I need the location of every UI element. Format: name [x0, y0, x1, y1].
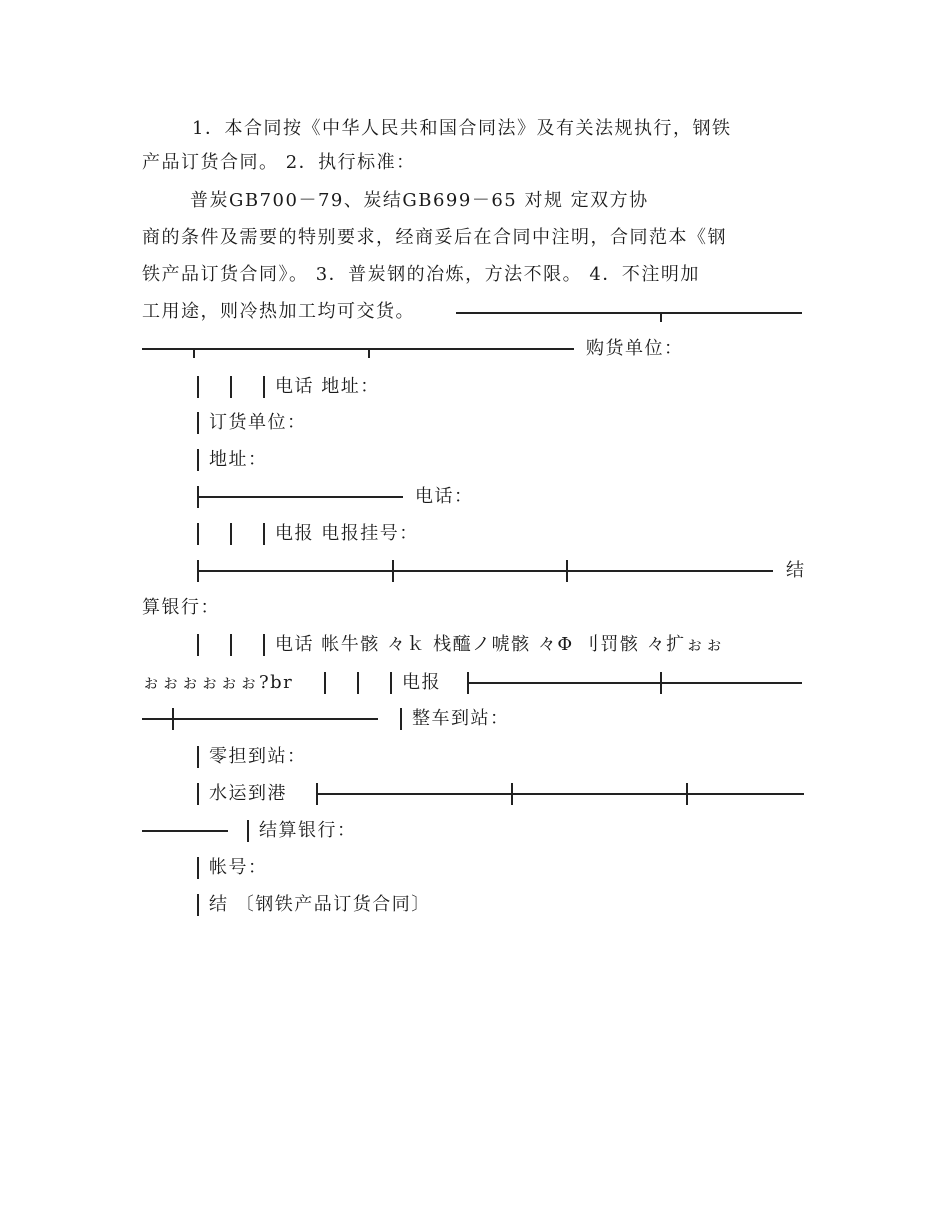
telegram-label: 电报	[402, 672, 441, 693]
table-bar	[197, 746, 199, 768]
phone-address-label: 电话 地址：	[275, 376, 380, 397]
table-tick	[368, 348, 370, 358]
clause-line-3: 普炭GB700－79、炭结GB699－65 对规 定双方协	[190, 190, 649, 211]
table-rule	[142, 830, 228, 832]
table-bar	[197, 412, 199, 434]
table-tick	[193, 348, 195, 358]
table-bar	[263, 523, 265, 545]
order-unit-label: 订货单位：	[209, 412, 307, 433]
table-rule	[467, 682, 802, 684]
table-bar	[197, 449, 199, 471]
clause-line-6: 工用途，则冷热加工均可交货。	[142, 301, 415, 322]
table-bar	[324, 672, 326, 694]
table-bar	[566, 560, 568, 582]
table-bar	[197, 857, 199, 879]
settle-label-part2: 算银行：	[142, 597, 220, 618]
table-rule	[197, 496, 403, 498]
garbled-text-1: 电话 帐牛骸 々ｋ 栈醯ノ唬骸 々Φ 刂罚骸 々扩ぉぉ	[275, 634, 725, 655]
table-bar	[230, 634, 232, 656]
settle-bank-label: 结算银行：	[259, 820, 357, 841]
table-bar	[197, 523, 199, 545]
table-bar	[686, 783, 688, 805]
table-rule	[142, 348, 574, 350]
telegram-hook-label: 电报 电报挂号：	[275, 523, 419, 544]
table-bar	[230, 376, 232, 398]
clause-line-4: 商的条件及需要的特别要求，经商妥后在合同中注明，合同范本《钢	[142, 227, 727, 248]
table-bar	[247, 820, 249, 842]
table-bar	[197, 634, 199, 656]
table-bar	[357, 672, 359, 694]
clause-line-5: 铁产品订货合同》。 3．普炭钢的冶炼，方法不限。 4．不注明加	[142, 264, 700, 285]
clause-line-1: 1．本合同按《中华人民共和国合同法》及有关法规执行，钢铁	[192, 118, 732, 139]
table-rule	[197, 570, 773, 572]
table-rule	[456, 312, 802, 314]
table-bar	[197, 376, 199, 398]
account-label: 帐号：	[209, 857, 268, 878]
table-rule	[142, 718, 378, 720]
table-bar	[230, 523, 232, 545]
table-bar	[400, 708, 402, 730]
table-bar	[660, 672, 662, 694]
table-rule	[316, 793, 804, 795]
table-bar	[197, 783, 199, 805]
footer-title: 结 〔钢铁产品订货合同〕	[209, 894, 431, 915]
address-label: 地址：	[209, 449, 268, 470]
lcl-station-label: 零担到站：	[209, 746, 307, 767]
table-bar	[197, 894, 199, 916]
table-bar	[263, 634, 265, 656]
garbled-text-2: ぉぉぉぉぉぉ?br	[142, 672, 294, 693]
table-bar	[390, 672, 392, 694]
clause-line-2: 产品订货合同。 2．执行标准：	[142, 152, 416, 173]
table-bar	[511, 783, 513, 805]
train-station-label: 整车到站：	[412, 708, 510, 729]
table-tick	[660, 312, 662, 322]
settle-label-part1: 结	[786, 560, 806, 581]
table-bar	[172, 708, 174, 730]
table-bar	[392, 560, 394, 582]
table-bar	[263, 376, 265, 398]
phone-label: 电话：	[415, 486, 474, 507]
water-port-label: 水运到港	[209, 783, 287, 804]
buyer-unit-label: 购货单位：	[586, 338, 684, 359]
